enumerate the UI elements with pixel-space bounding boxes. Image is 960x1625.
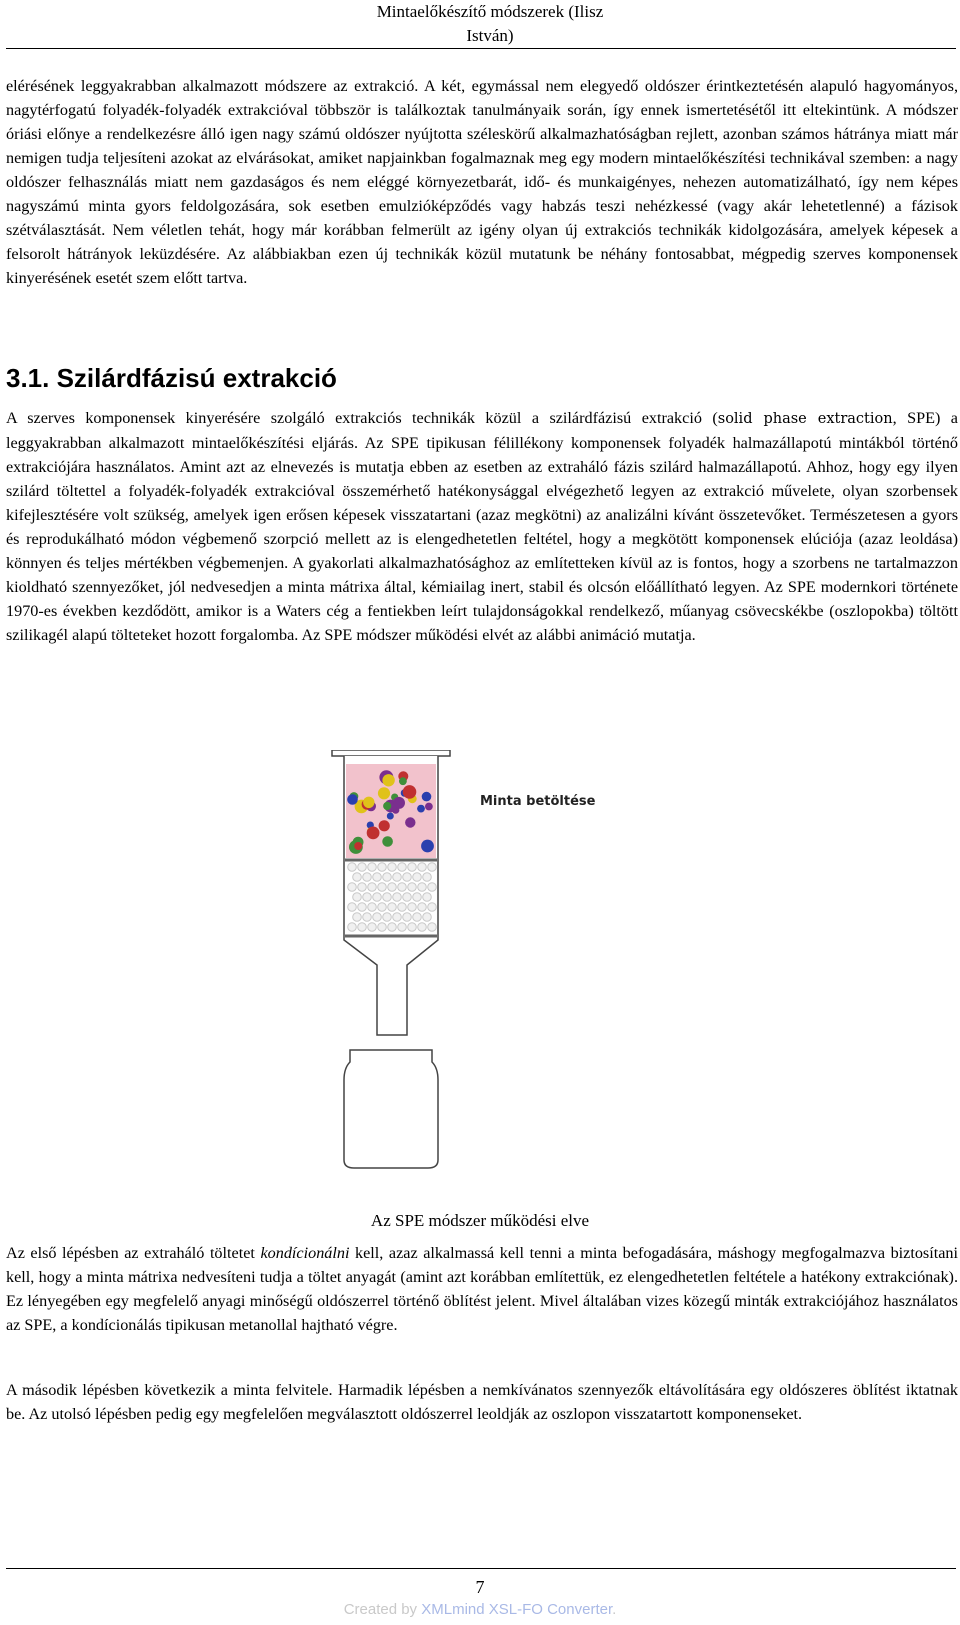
sorbent-grain	[428, 863, 437, 872]
header-title-line1: Mintaelőkészítő módszerek (Ilisz	[376, 2, 604, 21]
figure-caption: Az SPE módszer működési elve	[370, 1211, 590, 1230]
sorbent-grain	[353, 893, 362, 902]
sorbent-grain	[348, 903, 357, 912]
sorbent-grain	[383, 913, 392, 922]
sorbent-grain	[388, 863, 397, 872]
sorbent-grain	[378, 923, 387, 932]
sorbent-grain	[398, 903, 407, 912]
sorbent-grain	[368, 903, 377, 912]
sorbent-grain	[348, 923, 357, 932]
running-header	[300, 0, 680, 48]
figure-label: Minta betöltése	[480, 794, 596, 809]
collection-vial	[344, 1050, 438, 1168]
sorbent-grain	[383, 873, 392, 882]
spe-figure	[322, 750, 642, 1170]
sorbent-grain	[403, 893, 412, 902]
analyte-particle	[354, 842, 362, 850]
analyte-particle	[421, 840, 434, 853]
steps-paragraph: A második lépésben következik a minta felvitele. Harmadik lépésben a nemkívánatos szennyezők eltávolítására egy oldószeres öblítést iktatnak be. Az utolsó lépésben pedig egy megfelelően megválasztott oldószerrel leoldják az oszlopon visszatartott komponenseket.	[6, 1381, 958, 1423]
sorbent-grain	[363, 873, 372, 882]
header-divider	[6, 48, 956, 49]
cartridge-rim	[332, 750, 450, 756]
generator-prefix: Created by	[343, 1601, 422, 1618]
sorbent-grain	[378, 883, 387, 892]
analyte-particle	[379, 820, 390, 831]
sorbent-grain	[408, 923, 417, 932]
analyte-particle	[422, 792, 432, 802]
sorbent-grain	[348, 863, 357, 872]
sorbent-grain	[428, 883, 437, 892]
analyte-particle	[425, 803, 433, 811]
analyte-particle	[378, 787, 390, 799]
sorbent-grain	[413, 873, 422, 882]
analyte-particle	[347, 794, 358, 805]
analyte-particle	[382, 836, 393, 847]
sorbent-grain	[358, 903, 367, 912]
sorbent-grain	[408, 863, 417, 872]
sorbent-grain	[388, 883, 397, 892]
sorbent-grain	[398, 883, 407, 892]
sorbent-grain	[413, 893, 422, 902]
analyte-particle	[403, 785, 417, 799]
sorbent-grain	[363, 893, 372, 902]
generator-credit	[0, 1600, 960, 1620]
generator-suffix: .	[612, 1601, 617, 1618]
conditioning-text-after: kell, azaz alkalmassá kell tenni a minta befogadására, máshogy megfogalmazva biztosítani kell, hogy a minta mátrixa nedvesíteni tudja a töltet anyagát (amint azt korábban említettük, ez elengedhetetlen feltétele a hatékony extrakciónak). Ez lényegében egy megfelelő anyagi minőségű oldószerrel történő öblítést jelent. Mivel általában vizes közegű minták extrakciójához használatos az SPE, a kondícionálás tipikusan metanollal hajtható végre.	[6, 1244, 959, 1334]
footer-divider	[6, 1568, 956, 1569]
conditioning-term: kondícionálni	[260, 1244, 350, 1262]
analyte-particle	[383, 802, 391, 810]
spe-text-after: , SPE) a leggyakrabban alkalmazott mintaelőkészítési eljárás. Az SPE tipikusan félillékony komponensek folyadék halmazállapotú mintákból történő extrakciójára használatos. Amint azt az elnevezés is mutatja ebben az esetben az extraháló fázis szilárd halmazállapotú. Ahhoz, hogy egy ilyen szilárd töltettel a folyadék-folyadék extrakcióval összemérhető hatékonysággal elvégezhető legyen az extrakció művelete, olyan szorbensek kifejlesztésére volt szükség, amelyek igen erősen képesek visszatartani (azaz megkötni) az analizálni kívánt összetevőket. Természetesen a gyors és reprodukálható módon végbemenő szorpció mellett az is elengedhetetlen feltétel, hogy a megkötött komponensek elúciója (azaz leoldása) könnyen és teljes mértékben végbemenjen. A gyakorlati alkalmazhatósághoz az említetteken kívül az is fontos, hogy a szorbens ne tartalmazzon kioldható szennyezőket, jól nedvesedjen a minta mátrixa által, kémiailag inert, stabil és olcsón előállítható legyen. Az SPE modernkori története 1970-es években kezdődött, amikor is a Waters cég a fentiekben leírt tulajdonságokkal rendelkező, műanyag csövecskékbe (oszlopokba) töltött szilikagél alapú tölteteket hozott forgalomba. Az SPE módszer működési elvét az alábbi animáció mutatja.	[6, 409, 958, 644]
sorbent-grain	[428, 903, 437, 912]
sorbent-grain	[358, 863, 367, 872]
sorbent-grain	[403, 913, 412, 922]
conditioning-text-before: Az első lépésben az extraháló töltetet	[6, 1244, 261, 1262]
sorbent-grain	[373, 893, 382, 902]
sorbent-grain	[358, 883, 367, 892]
sorbent-grain	[408, 883, 417, 892]
sorbent-grain	[423, 893, 432, 902]
sorbent-grain	[363, 913, 372, 922]
sorbent-grain	[418, 923, 427, 932]
conditioning-paragraph	[6, 1241, 958, 1337]
sorbent-grain	[393, 913, 402, 922]
sorbent-grain	[373, 873, 382, 882]
analyte-particle	[382, 774, 394, 786]
sorbent-grain	[393, 893, 402, 902]
analyte-particle	[417, 805, 425, 813]
sorbent-grain	[368, 863, 377, 872]
header-title-line2: István)	[466, 26, 514, 45]
sorbent-grain	[413, 913, 422, 922]
spe-paragraph	[6, 406, 958, 647]
sorbent-grain	[398, 923, 407, 932]
analyte-particle	[367, 827, 380, 840]
sorbent-grain	[398, 863, 407, 872]
sorbent-grain	[403, 873, 412, 882]
sorbent-grain	[378, 863, 387, 872]
spe-term: solid phase extraction	[717, 411, 893, 427]
sorbent-grain	[388, 903, 397, 912]
sorbent-grain	[348, 883, 357, 892]
analyte-particle	[387, 813, 394, 820]
sorbent-grain	[418, 863, 427, 872]
sorbent-grain	[388, 923, 397, 932]
sorbent-grain	[358, 923, 367, 932]
sorbent-grain	[423, 873, 432, 882]
sorbent-grain	[418, 903, 427, 912]
sorbent-grain	[368, 883, 377, 892]
sorbent-grain	[418, 883, 427, 892]
analyte-particle	[363, 797, 374, 808]
sorbent-grain	[423, 913, 432, 922]
intro-paragraph: elérésének leggyakrabban alkalmazott módszere az extrakció. A két, egymással nem elegyedő oldószer érintkeztetésén alapuló hagyományos, nagytérfogatú folyadék-folyadék extrakcióval többször is találkoztak tanulmányaik során, így ennek ismertetésétől itt eltekintünk. A módszer óriási előnye a rendelkezésre álló igen nagy számú oldószer nyújtotta széleskörű alkalmazhatóságban rejlett, azonban számos hátránya miatt már nemigen tudja teljesíteni azokat az elvárásokat, amiket napjainkban fogalmaznak meg egy modern mintaelőkészítési technikával szemben: a nagy oldószer felhasználás miatt nem gazdaságos és nem eléggé környezetbarát, idő- és munkaigényes, nehezen automatizálható, így nem képes nagyszámú minta gyors feldolgozására, sok esetben emulzióképződés vagy habzás teszi nehézkessé (vagy akár lehetetlenné) a fázisok szétválasztását. Nem véletlen tehát, hogy már korábban felmerült az igény olyan új extrakciós technikák kidolgozására, amelyek képesek a felsorolt hátrányok leküzdésére. Az alábbiakban ezen új technikák közül mutatunk be néhány fontosabbat, mégpedig szerves komponensek kinyerésének esetét szem előtt tartva.	[6, 77, 958, 287]
sorbent-grain	[428, 923, 437, 932]
analyte-particle	[405, 817, 415, 827]
section-heading: 3.1. Szilárdfázisú extrakció	[6, 363, 337, 393]
sorbent-grain	[353, 873, 362, 882]
sorbent-grain	[353, 913, 362, 922]
sorbent-grain	[383, 893, 392, 902]
sorbent-grain	[373, 913, 382, 922]
spe-cartridge-illustration	[322, 750, 642, 1170]
sorbent-grain	[368, 923, 377, 932]
sorbent-grain	[408, 903, 417, 912]
sorbent-grain	[393, 873, 402, 882]
spe-text-before: A szerves komponensek kinyerésére szolgáló extrakciós technikák közül a szilárdfázisú extrakció (	[6, 409, 718, 427]
generator-link[interactable]: XMLmind XSL-FO Converter	[421, 1601, 613, 1618]
page-number: 7	[475, 1577, 485, 1597]
analyte-particle	[399, 777, 407, 785]
sorbent-grain	[378, 903, 387, 912]
